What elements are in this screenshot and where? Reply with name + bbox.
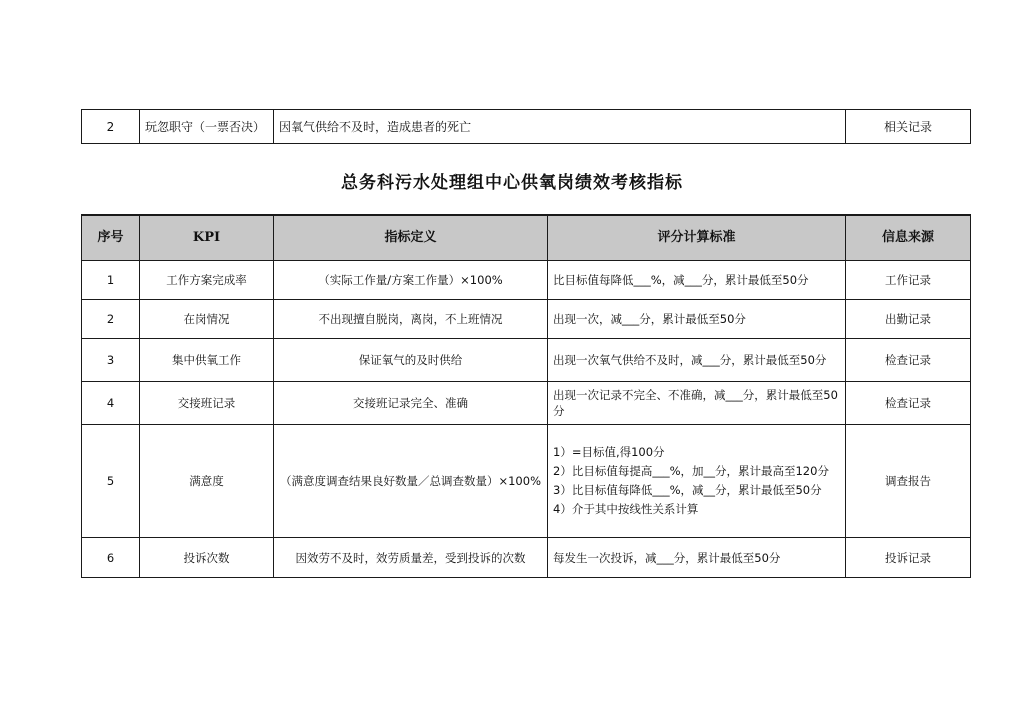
header-kpi: KPI [140, 215, 274, 261]
row-definition: 因氧气供给不及时，造成患者的死亡 [274, 110, 846, 144]
header-standard: 评分计算标准 [548, 215, 846, 261]
cell-standard: 出现一次记录不完全、不准确，减___分，累计最低至50分 [548, 382, 846, 425]
previous-page-table [81, 109, 971, 144]
cell-standard [548, 425, 846, 538]
cell-index: 2 [82, 300, 140, 339]
standard-line: 3）比目标值每降低___%，减__分，累计最低至50分 [553, 483, 822, 497]
table-row [82, 300, 971, 339]
cell-standard: 出现一次氧气供给不及时，减___分，累计最低至50分 [548, 339, 846, 382]
row-source: 相关记录 [846, 110, 971, 144]
cell-definition: 不出现擅自脱岗，离岗，不上班情况 [274, 300, 548, 339]
row-index: 2 [82, 110, 140, 144]
cell-source: 出勤记录 [846, 300, 971, 339]
cell-definition: （实际工作量/方案工作量）×100% [274, 261, 548, 300]
cell-standard: 比目标值每降低___%，减___分，累计最低至50分 [548, 261, 846, 300]
table-row [82, 425, 971, 538]
standard-line: 2）比目标值每提高___%，加__分，累计最高至120分 [553, 464, 829, 478]
cell-source: 投诉记录 [846, 538, 971, 578]
cell-index: 4 [82, 382, 140, 425]
cell-source: 检查记录 [846, 339, 971, 382]
cell-kpi: 在岗情况 [140, 300, 274, 339]
standard-line: 4）介于其中按线性关系计算 [553, 502, 699, 516]
cell-source: 检查记录 [846, 382, 971, 425]
cell-standard: 出现一次，减___分，累计最低至50分 [548, 300, 846, 339]
header-source: 信息来源 [846, 215, 971, 261]
cell-kpi: 集中供氧工作 [140, 339, 274, 382]
kpi-table [81, 214, 971, 578]
row-item: 玩忽职守（一票否决） [140, 110, 274, 144]
cell-definition: 因效劳不及时，效劳质量差，受到投诉的次数 [274, 538, 548, 578]
cell-definition: 保证氧气的及时供给 [274, 339, 548, 382]
standard-line: 1）=目标值,得100分 [553, 445, 665, 459]
cell-index: 5 [82, 425, 140, 538]
header-definition: 指标定义 [274, 215, 548, 261]
page-title: 总务科污水处理组中心供氧岗绩效考核指标 [341, 173, 683, 193]
table-row [82, 538, 971, 578]
table-row [82, 261, 971, 300]
cell-definition: 交接班记录完全、准确 [274, 382, 548, 425]
cell-standard: 每发生一次投诉，减___分，累计最低至50分 [548, 538, 846, 578]
table-row [82, 382, 971, 425]
cell-index: 1 [82, 261, 140, 300]
cell-source: 工作记录 [846, 261, 971, 300]
cell-index: 3 [82, 339, 140, 382]
table-row [82, 110, 971, 144]
table-row [82, 339, 971, 382]
cell-kpi: 工作方案完成率 [140, 261, 274, 300]
cell-index: 6 [82, 538, 140, 578]
table-header-row [82, 215, 971, 261]
cell-kpi: 投诉次数 [140, 538, 274, 578]
cell-definition: （满意度调查结果良好数量／总调查数量）×100% [274, 425, 548, 538]
cell-kpi: 满意度 [140, 425, 274, 538]
cell-source: 调查报告 [846, 425, 971, 538]
cell-kpi: 交接班记录 [140, 382, 274, 425]
header-index: 序号 [82, 215, 140, 261]
